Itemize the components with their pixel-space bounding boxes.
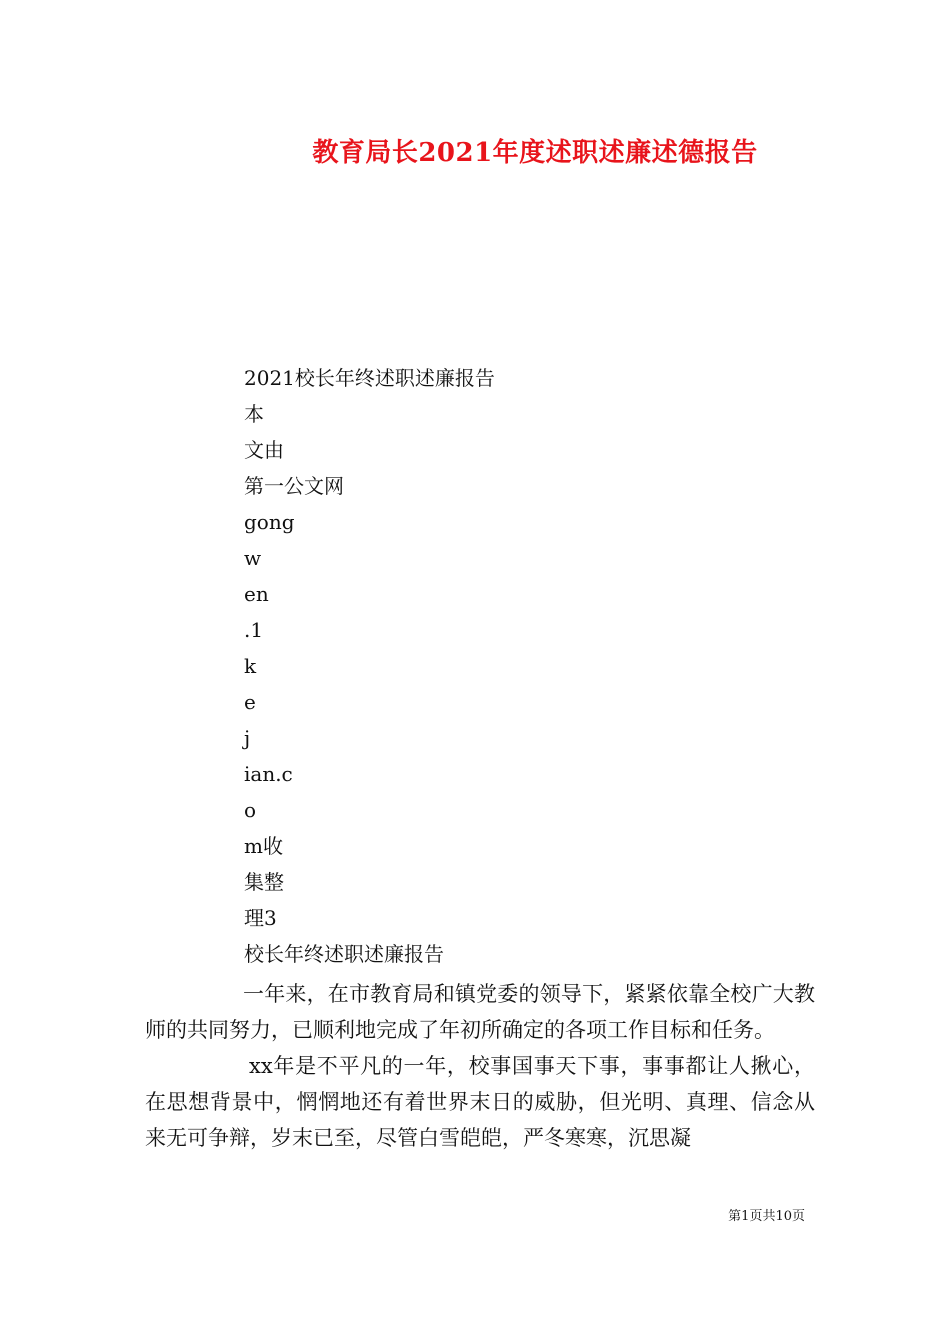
fragment-line: e — [244, 690, 256, 714]
fragment-line: 集整 — [244, 870, 284, 894]
document-title: 教育局长2021年度述职述廉述德报告 — [312, 138, 758, 168]
body-text — [145, 976, 815, 1156]
fragment-line: 第一公文网 — [244, 474, 344, 498]
fragment-line: m收 — [244, 834, 283, 858]
fragment-line: 本 — [244, 402, 264, 426]
fragment-line: k — [244, 654, 257, 678]
fragment-list — [244, 364, 495, 976]
page-indicator: 第1页共10页 — [728, 1209, 805, 1224]
fragment-line: o — [244, 798, 257, 822]
fragment-line: 文由 — [244, 438, 284, 462]
fragment-line: en — [244, 582, 269, 606]
fragment-line: 2021校长年终述职述廉报告 — [244, 366, 495, 390]
fragment-line: j — [244, 726, 251, 750]
paragraph: xx年是不平凡的一年，校事国事天下事，事事都让人揪心，在思想背景中，惘惘地还有着世界末日的威胁，但光明、真理、信念从来无可争辩，岁末已至，尽管白雪皑皑，严冬寒寒，沉思凝 — [145, 1054, 815, 1150]
fragment-line: w — [244, 546, 262, 570]
paragraph: 一年来，在市教育局和镇党委的领导下，紧紧依靠全校广大教师的共同努力，已顺利地完成了年初所确定的各项工作目标和任务。 — [145, 982, 815, 1042]
fragment-line: .1 — [244, 618, 264, 642]
fragment-line: 理3 — [244, 906, 277, 930]
fragment-line: ian.c — [244, 762, 293, 786]
fragment-line: gong — [244, 510, 295, 534]
fragment-line: 校长年终述职述廉报告 — [244, 942, 444, 966]
